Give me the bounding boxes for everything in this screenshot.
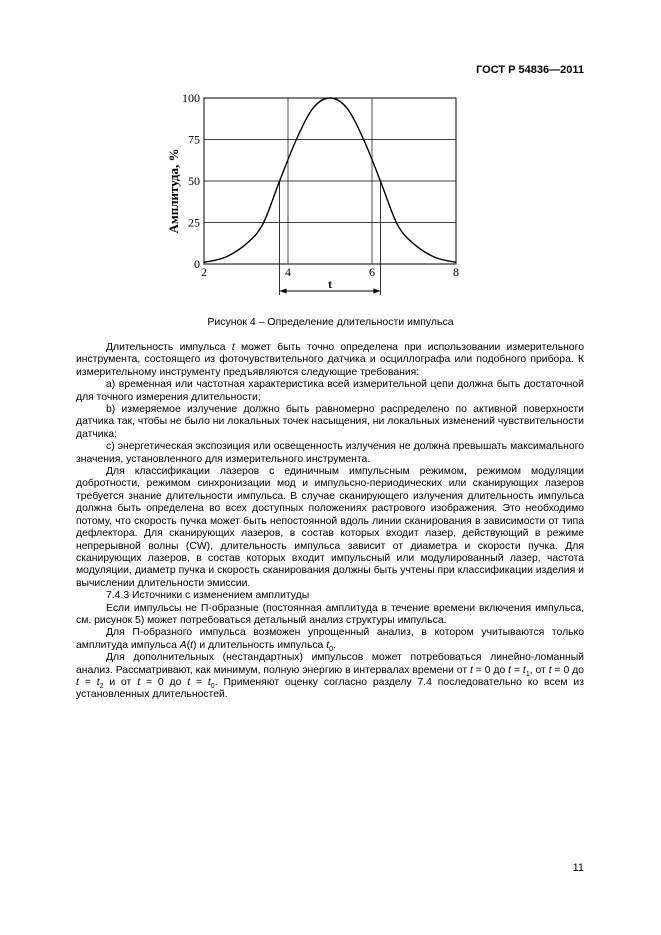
document-standard-header: ГОСТ Р 54836—2011 [476,64,584,76]
text-span: и от [103,676,138,688]
y-tick-label: 0 [194,257,200,271]
paragraph-pulse-duration [76,342,584,379]
text-span: Длительность импульса [106,342,232,353]
variable-t: t [508,664,512,676]
text-span: = 0 до [551,664,584,676]
variable-t: t [326,639,330,651]
variable-t: t [470,664,473,676]
y-tick-label: 50 [188,174,200,188]
duration-marker [280,181,381,295]
requirement-b: b) измеряемое излучение должно быть равномерно распределено по активной поверхности датчика так, чтобы не было ни локальных точек насыщения, ни локальных изменений чувствительности датчика; [76,404,584,440]
paragraph-classification: Для классификации лазеров с единичным импульсным режимом, режимом модуляции добротности, режимом синхронизации мод и импульсно-периодических или сканирующих лазеров требуется знание длительности импульса. В случае сканирующего излучения длительность импульса должна быть определена во всех доступных положениях растрового изображения. Это необходимо потому, что скорость пучка может быть непостоянной вдоль линии сканирования в зависимости от типа дефлектора. Для сканирующих лазеров, в состав которых входит лазер, действующий в режиме непрерывной волны (CW), длительность импульса зависит от диаметра и скорости пучка. Для сканирующих лазеров, в состав которых входит импульсный или модулированный лазер, частота модуляции, диаметр пучка и скорость сканирования должны быть учтены при классификации изделия и вычислении длительности эмиссии. [76,466,584,589]
requirement-c: c) энергетическая экспозиция или освещенность излучения не должна превышать максимального значения, установленного для измерительного инструмента. [76,441,584,465]
variable-t: t [187,676,191,688]
arrowhead-left [280,289,287,294]
text-span: Для дополнительных (нестандартных) импульсов может потребоваться линейно-ломанный анализ. Рассматривают, как минимум, полную энергию в интервалах времени от [76,652,584,676]
pulse-duration-chart [150,86,480,302]
subscript: 2 [99,683,104,691]
variable-t: t [137,676,141,688]
y-axis-label: Амплитуда, % [166,148,181,234]
x-tick-label: 2 [201,265,207,279]
text-span: = 0 до [140,676,188,688]
y-tick-label: 75 [188,132,200,147]
arrowhead-right [373,289,380,294]
text-span: . [333,639,336,651]
y-tick-label: 25 [188,215,200,230]
subscript: 1 [525,670,530,678]
duration-label: t [328,277,332,291]
variable-t: t [522,664,526,676]
pulse-curve [204,98,456,262]
x-tick-label: 8 [453,265,459,279]
text-span: = 0 до [472,664,509,676]
text-span: = [511,664,523,676]
text-span: может быть точно определена при использовании измерительного инструмента, состоящего из фоточувствительного датчика и осциллографа или подобного прибора. К измерительному инструменту предъявляются следующие требования: [76,342,584,378]
chart-grid [204,98,456,264]
y-tick-label: 100 [182,91,200,105]
requirement-a: a) временная или частотная характеристика всей измерительной цепи должна быть достаточной для точного измерения длительности; [76,379,584,403]
variable-A: A [179,639,187,651]
page-number: 11 [572,862,584,874]
variable-t: t [190,639,194,651]
variable-t: t [548,664,552,676]
text-span: . Применяют оценку согласно разделу 7.4 последовательно ко всем из установленных длительностей. [76,676,584,701]
x-tick-label: 4 [285,265,291,279]
text-span: , от [529,664,549,676]
figure-caption: Рисунок 4 – Определение длительности импульса [207,316,454,328]
text-span: Для П-образного импульса возможен упрощенный анализ, в котором учитываются только амплитуда импульса [76,627,584,651]
text-span: и длительность импульса [196,639,327,651]
y-axis-ticks [182,91,200,271]
subscript: 0 [210,683,215,691]
text-span: = [190,676,208,688]
text-span: = [78,676,97,688]
variable-t: t [231,342,235,353]
subscript: 0 [329,645,334,653]
paragraph-rectangular: Для П-образного импульса возможен упрощенный анализ, в котором учитываются только амплитуда импульса A(t) и длительность импульса $t_0$. [76,627,584,653]
paragraph-non-rectangular: Если импульсы не П-образные (постоянная амплитуда в течение времени включения импульса, см. рисунок 5) может потребоваться детальный анализ структуры импульса. [76,602,584,626]
variable-t: t [207,676,211,688]
x-tick-label: 6 [369,265,375,279]
paragraph-piecewise [76,652,584,702]
variable-t: t [96,676,100,688]
variable-t: t [76,676,79,688]
section-heading: 7.4.3 Источники с изменением амплитуды [106,590,310,602]
body-text [76,342,584,702]
